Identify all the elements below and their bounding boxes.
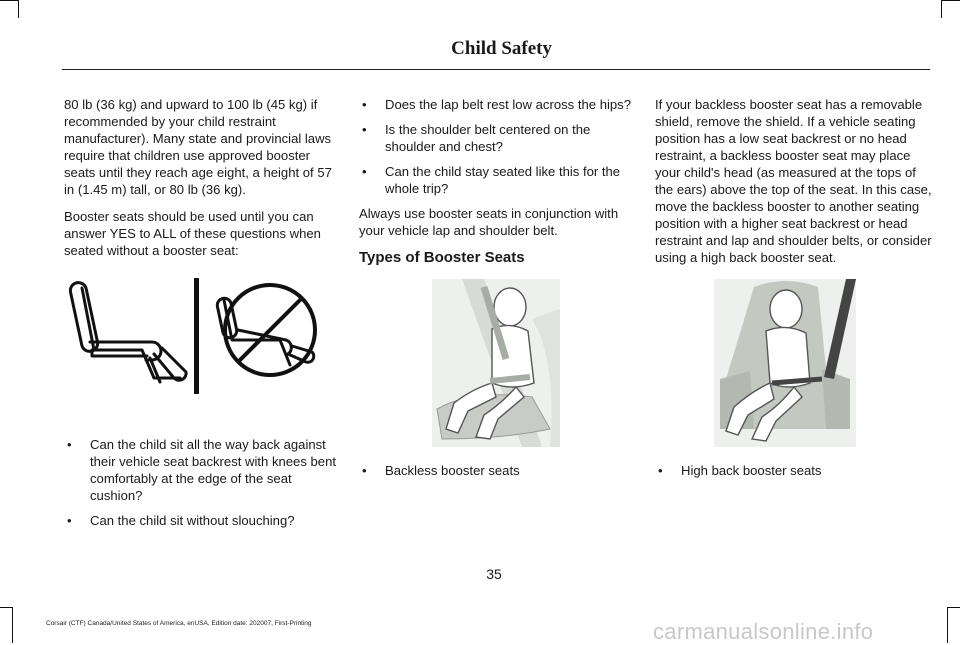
seating-position-illustration [62,270,332,395]
page-number: 35 [486,566,502,582]
crop-mark [941,0,942,18]
header-rule [62,69,930,70]
crop-mark [948,607,960,608]
section-heading: Types of Booster Seats [359,249,525,266]
list-item: • High back booster seats [655,462,933,479]
footer-edition: Corsair (CTF) Canada/United States of America, enUSA, Edition date: 202007, First-Printing [46,620,312,627]
paragraph: 80 lb (36 kg) and upward to 100 lb (45 kg) if recommended by your child restraint manufacturer). Many state and provincial laws require that children use approved booster seats until they reach age eight, a height of 57 in (1.45 m) tall, or 80 lb (36 kg). [64,97,332,197]
column-3 [655,96,933,276]
paragraph: Booster seats should be used until you can answer YES to ALL of these questions when seated without a booster seat: [64,209,321,258]
watermark: carmanualsonline.info [653,619,874,644]
high-back-booster-illustration [714,279,856,447]
list-item: • Can the child sit all the way back against their vehicle seat backrest with knees bent comfortably at the edge of the seat cushion? [64,436,340,504]
crop-mark [942,0,960,1]
column-2-caption [359,462,635,487]
crop-mark [0,607,12,608]
list-item: • Backless booster seats [359,462,635,479]
paragraph: Always use booster seats in conjunction with your vehicle lap and shoulder belt. [359,206,619,238]
crop-mark [0,0,18,1]
list-item: • Can the child stay seated like this for the whole trip? [359,163,635,197]
column-2 [359,96,635,266]
column-1-bullets [64,436,340,537]
page-title: Child Safety [451,38,552,59]
crop-mark [12,607,13,643]
column-1 [64,96,340,269]
crop-mark [947,607,948,643]
list-item: • Is the shoulder belt centered on the shoulder and chest? [359,121,635,155]
list-item: • Can the child sit without slouching? [64,512,340,529]
divider [194,278,199,394]
crop-mark [18,0,19,18]
list-item: • Does the lap belt rest low across the hips? [359,96,635,113]
paragraph: If your backless booster seat has a removable shield, remove the shield. If a vehicle seating position has a low seat backrest or no head restraint, a backless booster seat may place your child's head (as measured at the tops of the ears) above the top of the seat. In this case, move the backless booster to another seating position with a higher seat backrest or head restraint and lap and shoulder belts, or consider using a high back booster seat. [655,97,932,265]
column-3-caption [655,462,933,487]
backless-booster-illustration [432,279,560,447]
